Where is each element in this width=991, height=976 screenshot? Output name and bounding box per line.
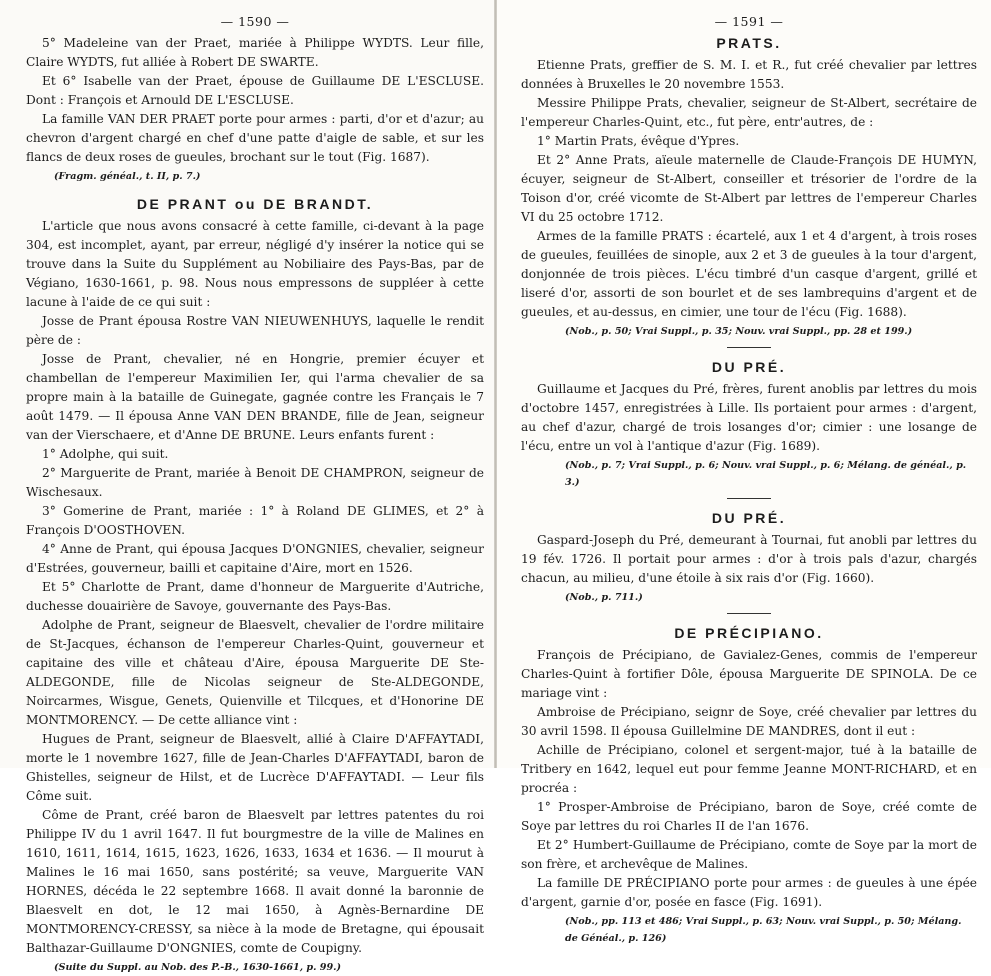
section-heading: PRATS. (716, 35, 782, 51)
paragraph: Achille de Précipiano, colonel et sergent-major, tué à la bataille de Tritbery en 1642, lequel eut pour femme Jeanne MONT-RICHARD, et en procréa : (521, 743, 977, 795)
section-heading: DE PRANT ou DE BRANDT. (136, 196, 374, 212)
paragraph: 1° Martin Prats, évêque d'Ypres. (537, 134, 740, 148)
paragraph: Etienne Prats, greffier de S. M. I. et R., fut créé chevalier par lettres données à Bruxelles le 20 novembre 1553. (521, 58, 977, 91)
left-page (0, 0, 494, 973)
arms-paragraph: La famille DE PRÉCIPIANO porte pour armes : de gueules à une épée d'argent, garnie d'or, posée en fasce (Fig. 1691). (521, 876, 977, 909)
reference: (Fragm. généal., t. II, p. 7.) (54, 171, 201, 182)
section-divider (727, 613, 771, 614)
paragraph: Et 6° Isabelle van der Praet, épouse de Guillaume DE L'ESCLUSE. Dont : François et Arnould DE L'ESCLUSE. (26, 74, 484, 107)
reference: (Nob., p. 7; Vrai Suppl., p. 6; Nouv. vrai Suppl., p. 6; Mélang. de généal., p. 3.) (565, 460, 967, 488)
section-divider (727, 498, 771, 499)
section-heading: DU PRÉ. (711, 359, 787, 375)
paragraph: 3° Gomerine de Prant, mariée : 1° à Roland DE GLIMES, et 2° à François D'OOSTHOVEN. (26, 504, 484, 537)
paragraph: 1° Prosper-Ambroise de Précipiano, baron de Soye, créé comte de Soye par lettres du roi Charles II de l'an 1676. (521, 800, 977, 833)
page-number: — 1590 — (220, 14, 290, 29)
right-page (497, 0, 991, 944)
reference: (Nob., p. 50; Vrai Suppl., p. 35; Nouv. vrai Suppl., pp. 28 et 199.) (565, 326, 913, 337)
paragraph: Guillaume et Jacques du Pré, frères, furent anoblis par lettres du mois d'octobre 1457, enregistrées à Lille. Ils portaient pour armes : d'argent, au chef d'azur, chargé de trois losanges d'or; cimier : une losange de l'écu, entre un vol à l'antique d'azur (Fig. 1689). (521, 382, 977, 453)
paragraph: 1° Adolphe, qui suit. (42, 447, 169, 461)
reference: (Nob., pp. 113 et 486; Vrai Suppl., p. 63; Nouv. vrai Suppl., p. 50; Mélang. de Généal., p. 126) (565, 916, 962, 944)
paragraph: Ambroise de Précipiano, seignr de Soye, créé chevalier par lettres du 30 avril 1598. Il épousa Guillelmine DE MANDRES, dont il eut : (521, 705, 977, 738)
paragraph: Et 2° Anne Prats, aïeule maternelle de Claude-François DE HUMYN, écuyer, seigneur de St-Albert, conseiller et trésorier de l'ordre de la Toison d'or, créé vicomte de St-Albert par lettres de l'empereur Charles VI du 25 octobre 1712. (521, 153, 977, 224)
arms-paragraph: Armes de la famille PRATS : écartelé, aux 1 et 4 d'argent, à trois roses de gueules, feuillées de sinople, aux 2 et 3 de gueules à la tour d'argent, donjonnée de trois pièces. L'écu timbré d'un casque d'argent, grillé et liseré d'or, assorti de son bourlet et de ses lambrequins d'argent et de gueules, et au-dessus, en cimier, une tour de l'écu (Fig. 1688). (521, 229, 977, 319)
paragraph: Et 2° Humbert-Guillaume de Précipiano, comte de Soye par la mort de son frère, et archevêque de Malines. (521, 838, 977, 871)
paragraph: Messire Philippe Prats, chevalier, seigneur de St-Albert, secrétaire de l'empereur Charles-Quint, etc., fut père, entr'autres, de : (521, 96, 977, 129)
paragraph: Hugues de Prant, seigneur de Blaesvelt, allié à Claire D'AFFAYTADI, morte le 1 novembre 1627, fille de Jean-Charles D'AFFAYTADI, baron de Ghistelles, seigneur de Hilst, et de Lucrèce D'AFFAYTADI. — Leur fils Côme suit. (26, 732, 484, 803)
arms-paragraph: La famille VAN DER PRAET porte pour armes : parti, d'or et d'azur; au chevron d'argent chargé en chef d'une patte d'aigle de sable, et sur les flancs de deux roses de gueules, brochant sur le tout (Fig. 1687). (26, 112, 484, 164)
page-number: — 1591 — (714, 14, 784, 29)
paragraph: 5° Madeleine van der Praet, mariée à Philippe WYDTS. Leur fille, Claire WYDTS, fut alliée à Robert DE SWARTE. (26, 36, 484, 69)
section-divider (727, 347, 771, 348)
paragraph: Et 5° Charlotte de Prant, dame d'honneur de Marguerite d'Autriche, duchesse douairière de Savoye, gouvernante des Pays-Bas. (26, 580, 484, 613)
reference: (Suite du Suppl. au Nob. des P.-B., 1630-1661, p. 99.) (54, 962, 342, 973)
paragraph: L'article que nous avons consacré à cette famille, ci-devant à la page 304, est incomplet, ayant, par erreur, négligé d'y insérer la notice qui se trouve dans la Suite du Supplément au Nobiliaire des Pays-Bas, par de Végiano, 1630-1661, p. 98. Nous nous empressons de suppléer à cette lacune à l'aide de ce qui suit : (26, 219, 484, 309)
paragraph: Côme de Prant, créé baron de Blaesvelt par lettres patentes du roi Philippe IV du 1 avril 1647. Il fut bourgmestre de la ville de Malines en 1610, 1611, 1614, 1615, 1623, 1626, 1633, 1634 et 1636. — Il mourut à Malines le 16 mai 1650, sans postérité; sa veuve, Marguerite VAN HORNES, décéda le 22 septembre 1668. Il avait donné la baronnie de Blaesvelt en dot, le 12 mai 1650, à Agnès-Bernardine DE MONTMORENCY-CRESSY, sa nièce à la mode de Bretagne, qui épousait Balthazar-Guillaume D'ONGNIES, comte de Coupigny. (26, 808, 484, 955)
paragraph: 4° Anne de Prant, qui épousa Jacques D'ONGNIES, chevalier, seigneur d'Estrées, gouverneur, bailli et capitaine d'Aire, mort en 1526. (26, 542, 484, 575)
paragraph: Josse de Prant, chevalier, né en Hongrie, premier écuyer et chambellan de l'empereur Maximilien Ier, qui l'arma chevalier de sa propre main à la bataille de Guinegate, gagnée contre les Français le 7 août 1479. — Il épousa Anne VAN DEN BRANDE, fille de Jean, seigneur van der Vierschaere, et d'Anne DE BRUNE. Leurs enfants furent : (26, 352, 484, 442)
section-heading: DU PRÉ. (711, 510, 787, 526)
paragraph: Adolphe de Prant, seigneur de Blaesvelt, chevalier de l'ordre militaire de St-Jacques, échanson de l'empereur Charles-Quint, gouverneur et capitaine des ville et château d'Aire, épousa Marguerite DE Ste-ALDEGONDE, fille de Nicolas seigneur de Ste-ALDEGONDE, Noircarmes, Wisgue, Genets, Quienville et Tilcques, et d'Honorine DE MONTMORENCY. — De cette alliance vint : (26, 618, 484, 727)
paragraph: 2° Marguerite de Prant, mariée à Benoit DE CHAMPRON, seigneur de Wischesaux. (26, 466, 484, 499)
reference: (Nob., p. 711.) (565, 592, 643, 603)
paragraph: Josse de Prant épousa Rostre VAN NIEUWENHUYS, laquelle le rendit père de : (26, 314, 484, 347)
paragraph: Gaspard-Joseph du Pré, demeurant à Tournai, fut anobli par lettres du 19 fév. 1726. Il portait pour armes : d'or à trois pals d'azur, chargés chacun, au milieu, d'une étoile à six rais d'or (Fig. 1660). (521, 533, 977, 585)
section-heading: DE PRÉCIPIANO. (674, 625, 824, 641)
paragraph: François de Précipiano, de Gavialez-Genes, commis de l'empereur Charles-Quint à fortifier Dôle, épousa Marguerite DE SPINOLA. De ce mariage vint : (521, 648, 977, 700)
